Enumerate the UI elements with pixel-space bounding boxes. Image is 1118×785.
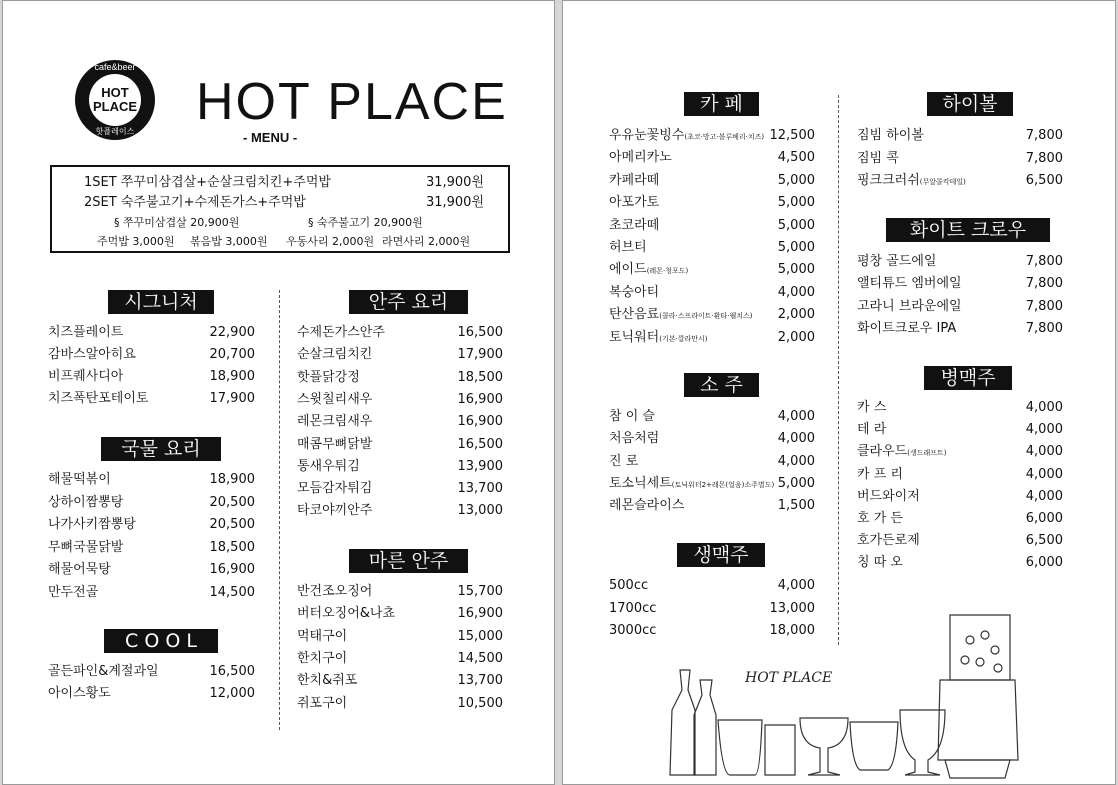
menu-item-name: 모듬감자튀김 (297, 481, 373, 497)
menu-item-name: 치즈플레이트 (48, 325, 124, 340)
menu-item-note: (기본·깔라만시) (659, 334, 708, 343)
section-heading-cafe: 카 페 (684, 92, 759, 116)
menu-item-name: 먹태구이 (297, 628, 348, 644)
menu-item-price: 5,000 (777, 195, 815, 211)
menu-title: HOT PLACE (196, 73, 508, 131)
menu-item (609, 406, 815, 428)
menu-item-name: 핑크크러쉬 (857, 173, 920, 188)
menu-item-name: 핫플닭강정 (297, 369, 360, 385)
menu-item (297, 693, 503, 715)
menu-item-name: 타코야끼안주 (297, 503, 373, 519)
menu-item-name: 짐빔 콕 (857, 150, 899, 166)
column-divider (279, 290, 280, 730)
menu-item-price: 4,000 (1025, 422, 1063, 438)
menu-item-name: 복숭아티 (609, 284, 660, 300)
menu-item-price: 18,500 (457, 369, 503, 385)
menu-item-name: 한치&쥐포 (297, 673, 358, 689)
menu-item (297, 367, 503, 389)
menu-item-price: 18,500 (209, 539, 255, 555)
menu-item-price: 17,900 (209, 391, 255, 406)
menu-item-name: 무뼈국물닭발 (48, 539, 124, 555)
menu-item-price: 4,000 (777, 409, 815, 424)
menu-item-price: 2,000 (777, 329, 815, 345)
menu-item-note: (무알콜칵테일) (919, 178, 966, 186)
section-heading-cool: C O O L (104, 629, 218, 653)
menu-item-price: 4,000 (777, 284, 815, 300)
menu-item-name: 탄산음료 (609, 307, 660, 323)
section-heading-draft: 생맥주 (677, 543, 765, 567)
set-menu-box (50, 165, 510, 253)
menu-item-price: 16,500 (209, 664, 255, 679)
set-extra: 볶음밥 3,000원 (190, 235, 268, 248)
menu-item-name: 해물떡볶이 (48, 472, 111, 487)
menu-item (609, 575, 815, 597)
menu-item-name: 감바스알아히요 (48, 347, 136, 362)
menu-item-name: 스윗칠리새우 (297, 391, 373, 407)
section-heading-soup: 국물 요리 (101, 437, 221, 461)
menu-item-price: 7,800 (1025, 298, 1063, 314)
menu-item-name: 우유눈꽃빙수 (609, 128, 685, 143)
menu-item (857, 318, 1063, 340)
menu-item-price: 18,000 (769, 623, 815, 638)
menu-item-price: 14,500 (209, 584, 255, 600)
menu-item-price: 6,000 (1025, 511, 1063, 526)
menu-item (297, 581, 503, 603)
set-extra: § 쭈꾸미삼겹살 20,900원 (114, 216, 240, 229)
menu-item-name: 카 프 리 (857, 466, 903, 482)
menu-item-name: 3000cc (609, 623, 657, 638)
menu-item-price: 7,800 (1025, 276, 1063, 292)
menu-item-name: 아이스황도 (48, 686, 111, 701)
menu-item (857, 530, 1063, 552)
menu-item-price: 7,800 (1025, 128, 1063, 143)
menu-item-price: 2,000 (777, 307, 815, 323)
menu-subtitle: - MENU - (243, 130, 298, 145)
menu-item-price: 4,000 (777, 578, 815, 593)
menu-item (48, 366, 255, 388)
menu-item-price: 6,500 (1025, 533, 1063, 549)
menu-item (857, 170, 1063, 192)
menu-item-name: 호가든로제 (857, 533, 920, 549)
menu-item-price: 4,000 (1025, 466, 1063, 482)
menu-item (857, 148, 1063, 170)
set-extra: 라면사리 2,000원 (382, 235, 471, 248)
logo-top-text: cafe&beer (94, 62, 136, 72)
menu-item-name: 아메리카노 (609, 150, 672, 166)
menu-item (48, 514, 255, 536)
logo-line1: HOT (101, 85, 129, 100)
menu-item (857, 296, 1063, 318)
menu-item (48, 322, 255, 344)
menu-item-name: 테 라 (857, 422, 887, 438)
menu-item-price: 15,700 (457, 584, 503, 599)
menu-item-price: 12,000 (209, 686, 255, 701)
menu-item-name: 레몬슬라이스 (609, 498, 685, 514)
menu-item-name: 해물어묵탕 (48, 562, 111, 577)
menu-item (48, 582, 255, 604)
menu-item-name: 비프퀘사디아 (48, 369, 124, 384)
menu-item (609, 215, 815, 237)
menu-item-name: 반건조오징어 (297, 584, 373, 599)
menu-item (857, 464, 1063, 486)
set-row (84, 171, 484, 190)
menu-item-name: 카페라떼 (609, 172, 660, 188)
menu-item-price: 5,000 (777, 475, 815, 491)
menu-item (48, 469, 255, 491)
menu-item (297, 670, 503, 692)
menu-item-name: 골든파인&계절과일 (48, 664, 159, 679)
menu-item-price: 13,700 (457, 673, 503, 689)
menu-item-name: 1700cc (609, 600, 657, 616)
menu-item-price: 13,000 (769, 600, 815, 616)
menu-item (857, 397, 1063, 419)
menu-item-price: 4,000 (777, 431, 815, 447)
menu-item-note: (토닉워터2+레몬(얼음)소주별도) (671, 480, 775, 489)
drinks-sketch-illustration (650, 600, 1020, 780)
menu-item (297, 344, 503, 366)
menu-item (609, 192, 815, 214)
menu-item (297, 603, 503, 625)
menu-item (857, 552, 1063, 574)
section-heading-soju: 소 주 (684, 373, 759, 397)
menu-item-note: (초코·망고·블루베리·치즈) (684, 133, 765, 141)
menu-item-name: 버드와이저 (857, 488, 920, 504)
menu-item (857, 508, 1063, 530)
section-heading-signature: 시그니처 (108, 290, 214, 314)
menu-item (48, 344, 255, 366)
menu-item-name: 상하이짬뽕탕 (48, 494, 124, 510)
menu-item (297, 626, 503, 648)
menu-item-name: 처음처럼 (609, 431, 660, 447)
menu-item-name: 앨티튜드 엠버에일 (857, 276, 962, 292)
menu-item (609, 304, 815, 326)
menu-item-name: 쥐포구이 (297, 695, 348, 711)
column-divider (838, 95, 839, 645)
menu-item-price: 4,000 (1025, 400, 1063, 415)
menu-item-price: 13,900 (457, 458, 503, 474)
menu-item-name: 클라우드 (857, 444, 908, 460)
section-heading-dry-anju: 마른 안주 (349, 549, 468, 573)
menu-item-name: 토닉워터 (609, 329, 660, 345)
menu-item-name: 에이드 (609, 262, 647, 278)
menu-item (48, 559, 255, 581)
menu-item-price: 17,900 (457, 347, 503, 363)
menu-item (48, 661, 255, 683)
menu-item (48, 537, 255, 559)
menu-item (609, 327, 815, 349)
menu-item-name: 카 스 (857, 400, 887, 415)
menu-item (857, 125, 1063, 147)
menu-item-name: 고라니 브라운에일 (857, 298, 962, 314)
menu-item-name: 수제돈가스안주 (297, 325, 385, 340)
menu-item-note: (콜라·스프라이트·환타·웰치스) (659, 312, 753, 321)
menu-item-price: 1,500 (777, 498, 815, 514)
menu-item-name: 초코라떼 (609, 217, 660, 233)
menu-item-price: 4,000 (777, 453, 815, 469)
menu-item-name: 매콤무뼈닭발 (297, 436, 373, 452)
menu-item-price: 6,500 (1025, 173, 1063, 188)
menu-item (297, 456, 503, 478)
section-heading-anju: 안주 요리 (349, 290, 468, 314)
menu-item-price: 7,800 (1025, 150, 1063, 166)
menu-item (297, 322, 503, 344)
menu-item-name: 한치구이 (297, 650, 348, 666)
menu-item-price: 15,000 (457, 628, 503, 644)
menu-item-name: 칭 따 오 (857, 555, 903, 571)
menu-item (609, 451, 815, 473)
sketch-label: HOT PLACE (745, 670, 833, 686)
menu-item (609, 237, 815, 259)
set-name: 2SET 숙주불고기+수제돈가스+주먹밥 (84, 195, 306, 210)
menu-item-name: 500cc (609, 578, 649, 593)
menu-item (609, 428, 815, 450)
set-price: 31,900원 (425, 175, 484, 190)
menu-item-name: 순살크림치킨 (297, 347, 373, 363)
logo-line2: PLACE (92, 99, 138, 114)
menu-item (48, 388, 255, 410)
menu-item-name: 통새우튀김 (297, 458, 360, 474)
menu-item-price: 16,500 (457, 325, 503, 340)
menu-item (297, 411, 503, 433)
menu-item-price: 22,900 (209, 325, 255, 340)
menu-item-price: 16,900 (457, 414, 503, 430)
menu-item (857, 419, 1063, 441)
menu-item (857, 251, 1063, 273)
menu-item (297, 478, 503, 500)
menu-item-note: (레몬·청포도) (646, 267, 689, 276)
section-heading-whitecrow: 화이트 크로우 (886, 218, 1050, 242)
menu-item-price: 7,800 (1025, 320, 1063, 336)
menu-item-price: 5,000 (777, 172, 815, 188)
menu-item-name: 진 로 (609, 453, 639, 469)
menu-item-name: 치즈폭탄포테이토 (48, 391, 149, 406)
menu-item-name: 레몬크림새우 (297, 414, 373, 430)
menu-item (609, 147, 815, 169)
menu-item-note: (생드래프트) (907, 449, 947, 458)
menu-item-price: 4,000 (1025, 488, 1063, 504)
set-extra: 주먹밥 3,000원 (97, 235, 175, 248)
menu-item-name: 토소닉세트 (609, 475, 672, 491)
menu-item-price: 10,500 (457, 695, 503, 711)
menu-item-price: 6,000 (1025, 555, 1063, 571)
menu-item-price: 5,000 (777, 262, 815, 278)
menu-item-price: 18,900 (209, 472, 255, 487)
menu-item-name: 참 이 슬 (609, 409, 655, 424)
menu-item (48, 683, 255, 705)
menu-item (609, 282, 815, 304)
menu-item-price: 14,500 (457, 650, 503, 666)
menu-item (609, 170, 815, 192)
menu-item-name: 만두전골 (48, 584, 99, 600)
menu-item-name: 아포가토 (609, 195, 660, 211)
menu-item (297, 500, 503, 522)
menu-item-price: 5,000 (777, 217, 815, 233)
menu-item-price: 13,700 (457, 481, 503, 497)
menu-item-price: 16,900 (457, 606, 503, 622)
section-heading-bottle: 병맥주 (924, 366, 1012, 390)
menu-item (609, 473, 815, 495)
menu-item-price: 7,800 (1025, 254, 1063, 269)
menu-item-price: 16,500 (457, 436, 503, 452)
section-heading-highball: 하이볼 (927, 92, 1013, 116)
menu-item (297, 648, 503, 670)
menu-item-price: 20,500 (209, 517, 255, 532)
menu-item (857, 273, 1063, 295)
set-name: 1SET 쭈꾸미삼겹살+순살크림치킨+주먹밥 (84, 175, 331, 190)
logo-bottom-text: 핫플레이스 (95, 127, 135, 136)
menu-item-name: 평창 골드에일 (857, 254, 937, 269)
menu-item (297, 434, 503, 456)
menu-item-price: 4,000 (1025, 444, 1063, 460)
menu-item (609, 125, 815, 147)
menu-item-name: 화이트크로우 IPA (857, 320, 957, 336)
menu-item-price: 20,700 (209, 347, 255, 362)
menu-item (609, 259, 815, 281)
menu-item-name: 호 가 든 (857, 511, 903, 526)
menu-item (48, 492, 255, 514)
set-extra: § 숙주불고기 20,900원 (308, 216, 423, 229)
set-extra: 우동사리 2,000원 (286, 235, 375, 248)
menu-item (297, 389, 503, 411)
menu-item-price: 5,000 (777, 240, 815, 255)
menu-item-price: 20,500 (209, 494, 255, 510)
set-row (84, 191, 484, 210)
menu-item (609, 495, 815, 517)
menu-item-price: 4,500 (777, 150, 815, 166)
menu-item (857, 441, 1063, 463)
menu-item-name: 나가사키짬뽕탕 (48, 517, 136, 532)
set-price: 31,900원 (425, 195, 484, 210)
menu-item-name: 짐빔 하이볼 (857, 128, 924, 143)
menu-item-price: 12,500 (769, 128, 815, 143)
brand-logo (75, 60, 155, 140)
menu-item-price: 13,000 (457, 503, 503, 519)
menu-item-price: 16,900 (457, 391, 503, 407)
menu-item-price: 18,900 (209, 369, 255, 384)
menu-item-name: 버터오징어&나쵸 (297, 606, 396, 622)
menu-item (857, 486, 1063, 508)
menu-item-price: 16,900 (209, 562, 255, 577)
menu-item-name: 허브티 (609, 240, 647, 255)
